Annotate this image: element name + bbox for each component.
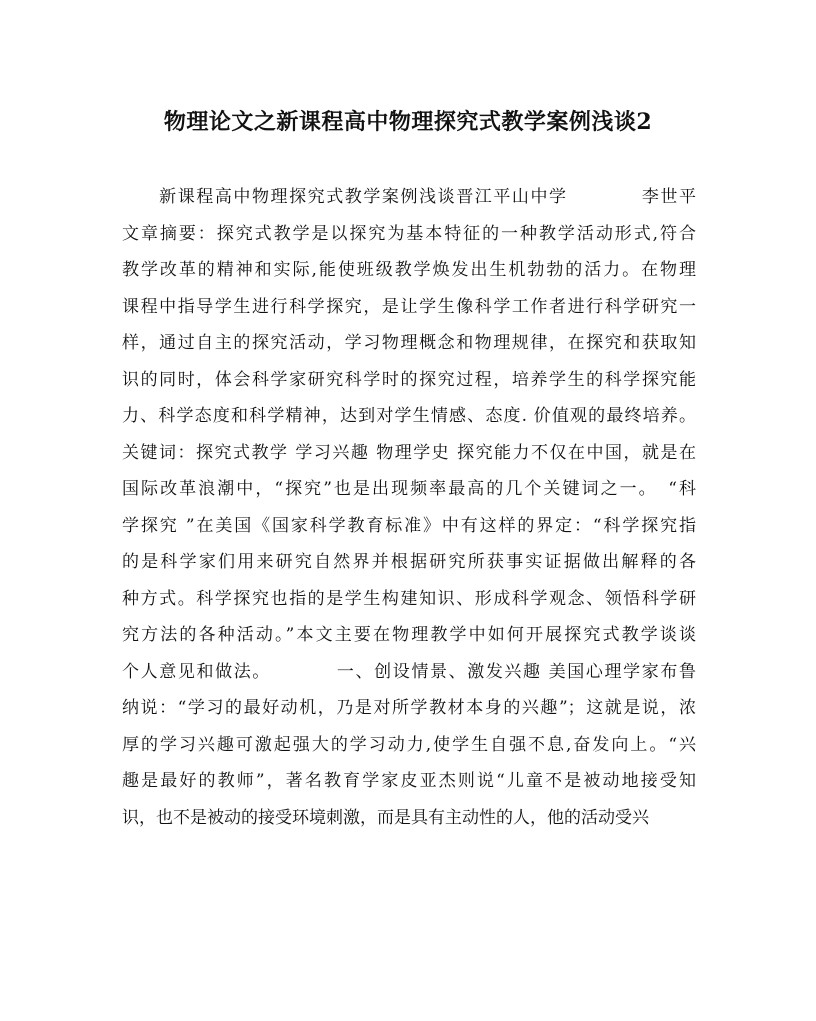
paragraph-line: 种方式。科学探究也指的是学生构建知识、形成科学观念、领悟科学研	[122, 588, 696, 609]
paragraph-line: 关键词：探究式教学 学习兴趣 物理学史 探究能力不仅在中国，就是在	[122, 442, 696, 463]
paragraph-line: 学探究 ”在美国《国家科学教育标准》中有这样的界定：“科学探究指	[122, 515, 696, 536]
paragraph-line: 纳说：“学习的最好动机，乃是对所学教材本身的兴趣”；这就是说，浓	[122, 698, 696, 718]
paragraph-line: 的是科学家们用来研究自然界并根据研究所获事实证据做出解释的各	[122, 552, 696, 572]
paragraph-line: 力、科学态度和科学精神，达到对学生情感、态度. 价值观的最终培养。	[122, 406, 696, 426]
paragraph-line: 教学改革的精神和实际,能使班级教学焕发出生机勃勃的活力。在物理	[122, 260, 696, 280]
paragraph-line: 文章摘要：探究式教学是以探究为基本特征的一种教学活动形式,符合	[122, 223, 696, 244]
paragraph-line: 个人意见和做法。 一、创设情景、激发兴趣 美国心理学家布鲁	[122, 661, 696, 682]
paragraph-line: 课程中指导学生进行科学探究，是让学生像科学工作者进行科学研究一	[122, 296, 696, 317]
paragraph-line: 厚的学习兴趣可激起强大的学习动力,使学生自强不息,奋发向上。“兴	[122, 734, 696, 755]
document-body	[122, 179, 696, 836]
paragraph-line: 趣是最好的教师”，著名教育学家皮亚杰则说“儿童不是被动地接受知	[122, 771, 696, 791]
paragraph-line: 新课程高中物理探究式教学案例浅谈晋江平山中学 李世平	[122, 187, 696, 207]
paragraph-line: 识的同时，体会科学家研究科学时的探究过程，培养学生的科学探究能	[122, 369, 696, 390]
document-title: 物理论文之新课程高中物理探究式教学案例浅谈2	[163, 109, 653, 135]
paragraph-line: 究方法的各种活动。”本文主要在物理教学中如何开展探究式教学谈谈	[122, 625, 696, 645]
paragraph-line: 国际改革浪潮中，“探究”也是出现频率最高的几个关键词之一。 “科	[122, 479, 696, 499]
paragraph-line: 样，通过自主的探究活动，学习物理概念和物理规律，在探究和获取知	[122, 333, 696, 353]
paragraph-line: 识，也不是被动的接受环境刺激，而是具有主动性的人，他的活动受兴	[122, 807, 649, 828]
